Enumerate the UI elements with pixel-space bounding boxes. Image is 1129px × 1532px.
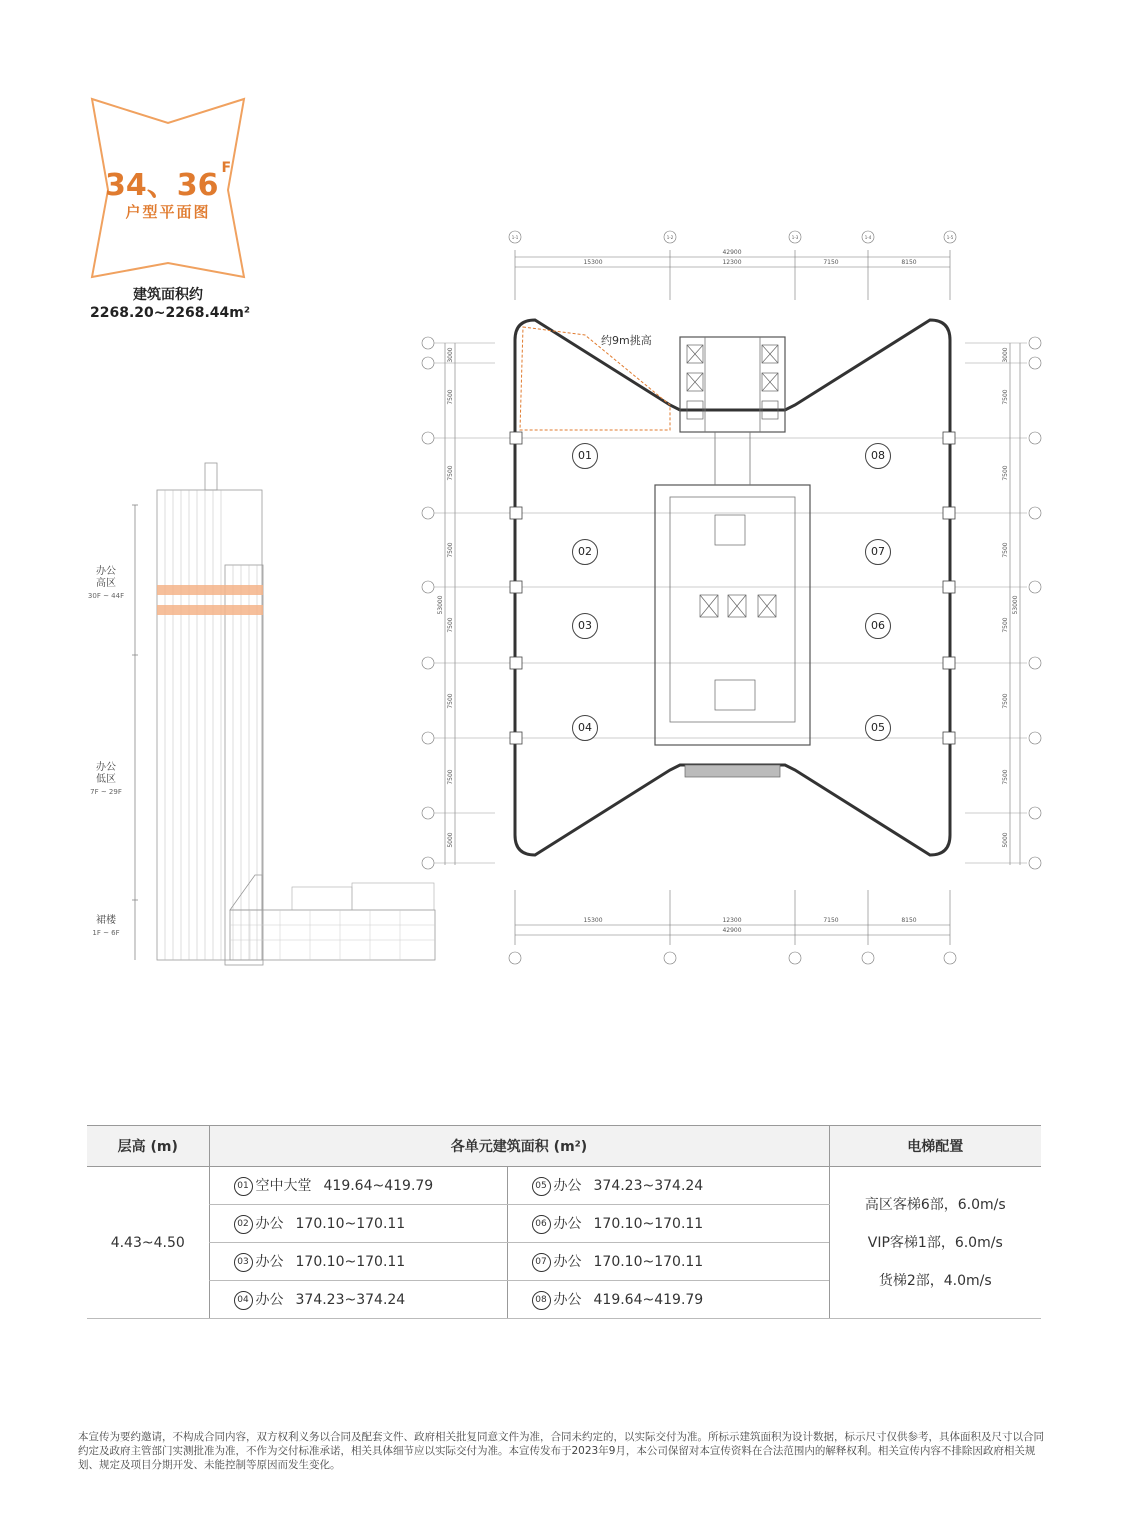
unit-cell: 07 办公 170.10~170.11 xyxy=(507,1243,829,1281)
svg-text:5000: 5000 xyxy=(1002,832,1009,848)
disclaimer: 本宣传为要约邀请，不构成合同内容，双方权利义务以合同及配套文件、政府相关批复同意文件为准，合同未约定的，以实际交付为准。所标示建筑面积为设计数据，标示尺寸仅供参考，具体面积及尺寸以合同约定及政府主管部门实测批准为准，不作为交付标准承诺，相关具体细节应以实际交付为准。本宣传发布于2023年9月，本公司保留对本宣传资料在合法范围内的解释权利。相关宣传内容不排除因政府相关规划、规定及项目分期开发、未能控制等原因而发生变化。 xyxy=(78,1431,1044,1471)
svg-text:12300: 12300 xyxy=(722,917,742,924)
height-value: 4.43~4.50 xyxy=(87,1167,209,1319)
floor-plan xyxy=(415,225,1045,970)
header-area: 各单元建筑面积 (m²) xyxy=(209,1126,829,1167)
floor-number: 34、36 $^F$ xyxy=(104,160,232,203)
svg-text:7500: 7500 xyxy=(447,465,454,481)
svg-text:53000: 53000 xyxy=(437,595,444,615)
unit-cell: 01 空中大堂 419.64~419.79 xyxy=(209,1167,507,1205)
unit-01-label: 01 xyxy=(572,443,598,469)
svg-text:12300: 12300 xyxy=(722,259,742,266)
svg-text:7150: 7150 xyxy=(823,917,839,924)
svg-text:7500: 7500 xyxy=(447,693,454,709)
unit-cell: 08 办公 419.64~419.79 xyxy=(507,1281,829,1319)
svg-text:7500: 7500 xyxy=(447,542,454,558)
elevator-line-2: VIP客梯1部，6.0m/s xyxy=(867,1234,1003,1251)
atrium-note: 约9m挑高 xyxy=(601,334,652,347)
svg-text:7500: 7500 xyxy=(1002,389,1009,405)
unit-04-label: 04 xyxy=(572,715,598,741)
svg-text:8150: 8150 xyxy=(901,259,917,266)
unit-cell: 02 办公 170.10~170.11 xyxy=(209,1205,507,1243)
table-row xyxy=(87,1167,1041,1205)
badge-subtitle: 户型平面图 xyxy=(125,203,211,221)
unit-cell: 04 办公 374.23~374.24 xyxy=(209,1281,507,1319)
building-elevation xyxy=(80,455,440,975)
unit-cell: 03 办公 170.10~170.11 xyxy=(209,1243,507,1281)
svg-text:42900: 42900 xyxy=(722,249,742,256)
svg-text:53000: 53000 xyxy=(1012,595,1019,615)
svg-text:7500: 7500 xyxy=(1002,542,1009,558)
floor-badge xyxy=(88,95,248,285)
svg-text:3000: 3000 xyxy=(1002,347,1009,363)
spec-table xyxy=(87,1125,1041,1319)
unit-cell: 05 办公 374.23~374.24 xyxy=(507,1167,829,1205)
svg-text:42900: 42900 xyxy=(722,927,742,934)
zone-low-range: 7F ~ 29F xyxy=(90,788,122,796)
unit-02-label: 02 xyxy=(572,539,598,565)
zone-high-name: 办公 高区 xyxy=(96,566,116,589)
svg-text:15300: 15300 xyxy=(583,917,603,924)
zone-podium-range: 1F ~ 6F xyxy=(92,929,120,937)
svg-text:3000: 3000 xyxy=(447,347,454,363)
svg-text:7500: 7500 xyxy=(1002,465,1009,481)
svg-text:8150: 8150 xyxy=(901,917,917,924)
elevator-config xyxy=(829,1167,1041,1319)
table-header-row xyxy=(87,1126,1041,1167)
elevator-line-1: 高区客梯6部，6.0m/s xyxy=(864,1196,1006,1213)
header-height: 层高 (m) xyxy=(87,1126,209,1167)
svg-text:7500: 7500 xyxy=(1002,769,1009,785)
svg-text:7500: 7500 xyxy=(1002,693,1009,709)
area-value: 2268.20~2268.44m² xyxy=(90,305,250,321)
svg-text:7500: 7500 xyxy=(447,769,454,785)
unit-08-label: 08 xyxy=(865,443,891,469)
svg-text:1-5: 1-5 xyxy=(946,235,954,240)
svg-text:1-4: 1-4 xyxy=(864,235,872,240)
svg-text:1-2: 1-2 xyxy=(666,235,674,240)
zone-podium-name: 裙楼 xyxy=(96,915,116,926)
unit-cell: 06 办公 170.10~170.11 xyxy=(507,1205,829,1243)
header-elevator: 电梯配置 xyxy=(829,1126,1041,1167)
svg-text:7150: 7150 xyxy=(823,259,839,266)
svg-text:15300: 15300 xyxy=(583,259,603,266)
area-label: 建筑面积约 xyxy=(133,287,203,303)
zone-high-range: 30F ~ 44F xyxy=(87,592,125,600)
unit-07-label: 07 xyxy=(865,539,891,565)
svg-text:1-1: 1-1 xyxy=(511,235,519,240)
zone-low-name: 办公 低区 xyxy=(96,762,116,785)
elevator-line-3: 货梯2部，4.0m/s xyxy=(878,1272,992,1289)
svg-text:7500: 7500 xyxy=(1002,617,1009,633)
floor-plan-drawing xyxy=(415,225,1045,970)
unit-05-label: 05 xyxy=(865,715,891,741)
svg-text:7500: 7500 xyxy=(447,389,454,405)
unit-03-label: 03 xyxy=(572,613,598,639)
svg-text:7500: 7500 xyxy=(447,617,454,633)
svg-text:5000: 5000 xyxy=(447,832,454,848)
svg-text:1-3: 1-3 xyxy=(791,235,799,240)
unit-06-label: 06 xyxy=(865,613,891,639)
